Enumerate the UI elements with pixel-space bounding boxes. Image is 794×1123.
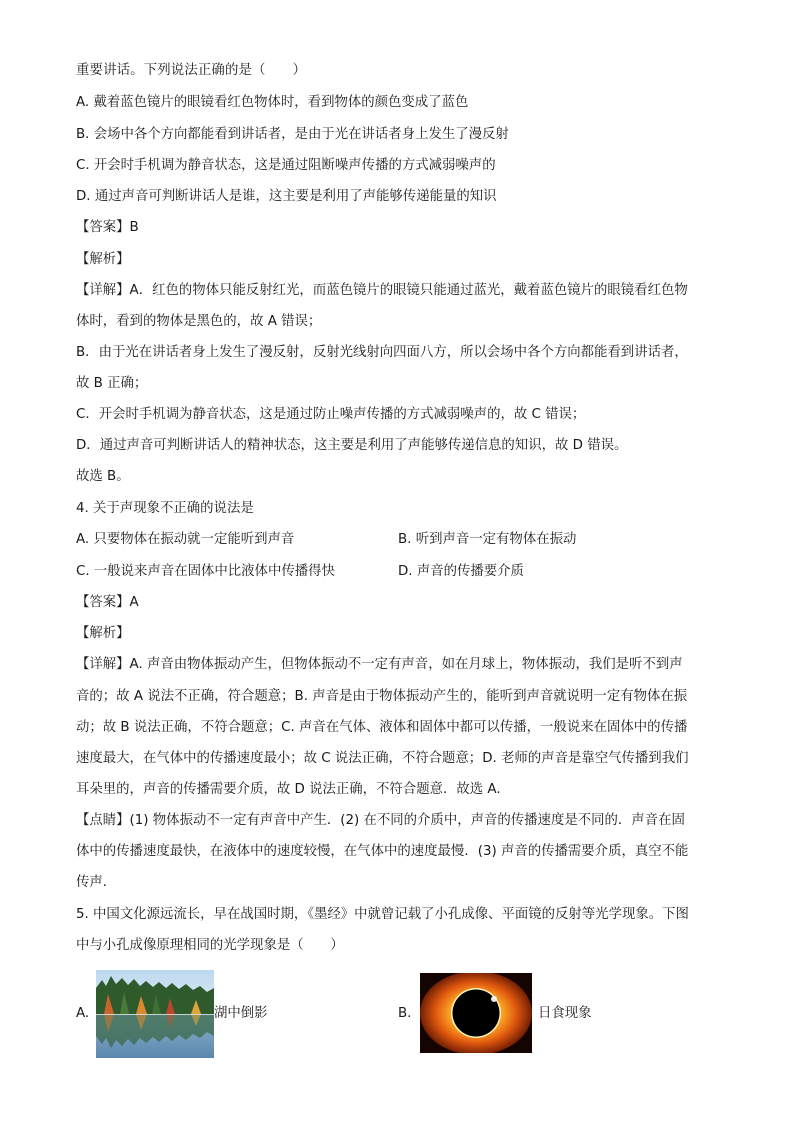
- q3-detail-line: B．由于光在讲话者身上发生了漫反射，反射光线射向四面八方，所以会场中各个方向都能看到讲话者，: [76, 345, 688, 360]
- q4-stem: 4. 关于声现象不正确的说法是: [76, 501, 254, 516]
- q4-answer: 【答案】A: [76, 595, 139, 610]
- q4-detail-line: 速度最大，在气体中的传播速度最小；故 C 说法正确，不符合题意；D. 老师的声音是靠空气传播到我们: [76, 751, 689, 766]
- q4-option-c: C. 一般说来声音在固体中比液体中传播得快: [76, 564, 335, 579]
- q3-detail-line: 【详解】A．红色的物体只能反射红光，而蓝色镜片的眼镜只能通过蓝光，戴着蓝色镜片的眼镜看红色物: [76, 283, 688, 298]
- q4-detail-line: 【详解】A. 声音由物体振动产生，但物体振动不一定有声音，如在月球上，物体振动，我们是听不到声: [76, 657, 683, 672]
- q4-option-b: B. 听到声音一定有物体在振动: [398, 532, 577, 547]
- q4-detail-line: 耳朵里的，声音的传播需要介质，故 D 说法正确，不符合题意．故选 A.: [76, 782, 501, 797]
- q5-option-a-letter: A.: [76, 1006, 90, 1021]
- q5-option-b-text: 日食现象: [538, 1006, 592, 1021]
- q3-detail-line: 故 B 正确；: [76, 376, 148, 391]
- q3-answer: 【答案】B: [76, 220, 139, 235]
- q3-option-b: B. 会场中各个方向都能看到讲话者，是由于光在讲话者身上发生了漫反射: [76, 127, 509, 142]
- q5-stem-line: 中与小孔成像原理相同的光学现象是（ ）: [76, 938, 344, 953]
- q4-detail-line: 音的；故 A 说法不正确，符合题意；B. 声音是由于物体振动产生的，能听到声音就说明一定有物体在振: [76, 689, 688, 704]
- q3-option-a: A. 戴着蓝色镜片的眼镜看红色物体时，看到物体的颜色变成了蓝色: [76, 95, 469, 110]
- q4-comment-line: 体中的传播速度最快，在液体中的速度较慢，在气体中的速度最慢．(3) 声音的传播需要介质，真空不能: [76, 844, 689, 859]
- q3-analysis-label: 【解析】: [76, 252, 130, 267]
- q4-analysis-label: 【解析】: [76, 626, 130, 641]
- q4-comment-line: 【点睛】(1) 物体振动不一定有声音中产生．(2) 在不同的介质中，声音的传播速度是不同的．声音在固: [76, 813, 685, 828]
- q3-detail-line: C．开会时手机调为静音状态，这是通过防止噪声传播的方式减弱噪声的，故 C 错误；: [76, 407, 586, 422]
- q5-option-b-letter: B.: [398, 1006, 412, 1021]
- lake-reflection-image: [96, 970, 214, 1058]
- q4-option-d: D. 声音的传播要介质: [398, 564, 524, 579]
- q3-option-d: D. 通过声音可判断讲话人是谁，这主要是利用了声能够传递能量的知识: [76, 189, 497, 204]
- q5-stem-line: 5. 中国文化源远流长，早在战国时期，《墨经》中就曾记载了小孔成像、平面镜的反射等光学现象。下图: [76, 907, 689, 922]
- q5-option-a-text: 湖中倒影: [214, 1006, 268, 1021]
- q3-option-c: C. 开会时手机调为静音状态，这是通过阻断噪声传播的方式减弱噪声的: [76, 158, 496, 173]
- q3-detail-line: 体时，看到的物体是黑色的，故 A 错误；: [76, 314, 322, 329]
- q4-option-a: A. 只要物体在振动就一定能听到声音: [76, 532, 295, 547]
- q3-stem-tail: 重要讲话。下列说法正确的是（ ）: [76, 63, 307, 78]
- q4-detail-line: 动；故 B 说法正确，不符合题意；C. 声音在气体、液体和固体中都可以传播，一般说来在固体中的传播: [76, 720, 688, 735]
- q3-detail-line: D．通过声音可判断讲话人的精神状态，这主要是利用了声能够传递信息的知识，故 D 错误。: [76, 438, 628, 453]
- solar-eclipse-image: [420, 973, 532, 1053]
- q3-detail-line: 故选 B。: [76, 469, 130, 484]
- q4-comment-line: 传声．: [76, 875, 117, 890]
